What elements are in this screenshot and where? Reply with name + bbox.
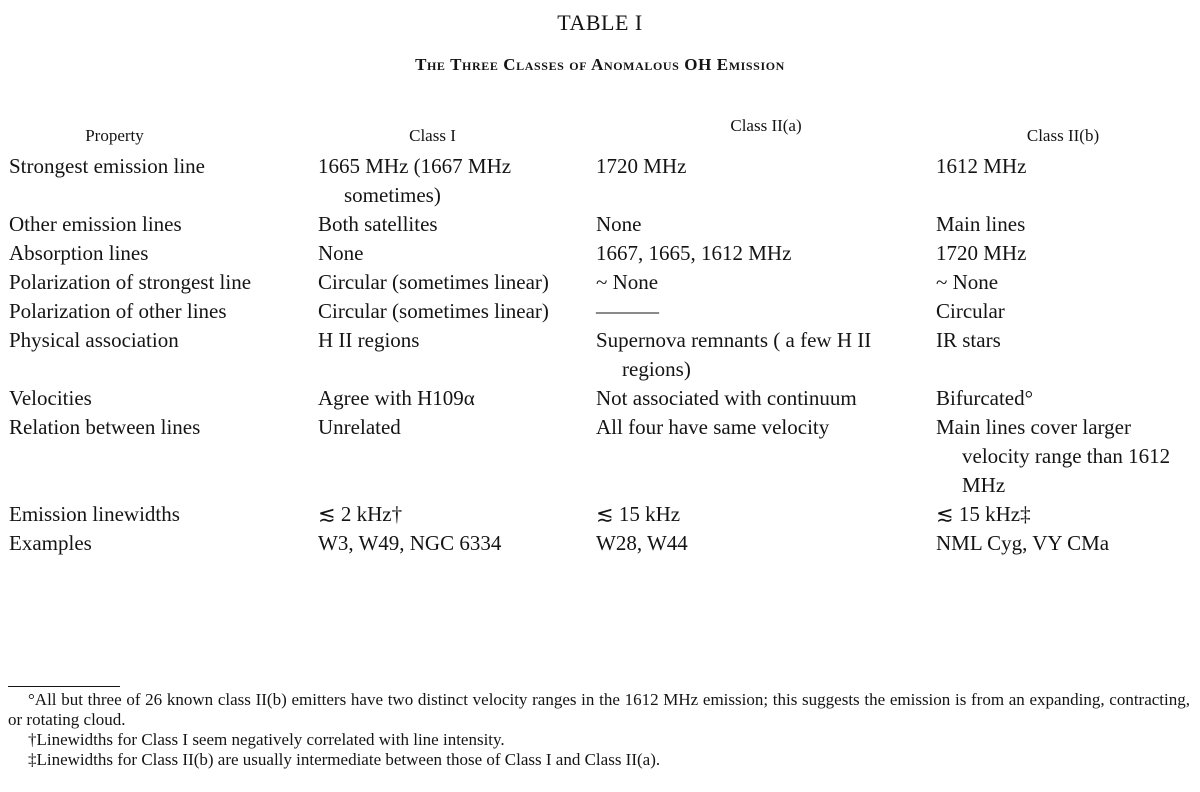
class-iia-cell: W28, W44 <box>596 531 688 555</box>
property-cell: Relation between lines <box>9 415 201 439</box>
class-iia-cell: All four have same velocity <box>596 415 830 439</box>
property-cell: Polarization of other lines <box>9 299 227 323</box>
class-iib-cell: Main lines cover larger velocity range than 1612 MHz <box>936 415 1171 497</box>
class-i-cell: W3, W49, NGC 6334 <box>318 531 502 555</box>
table-header-row <box>0 114 1200 152</box>
class-iib-cell: Bifurcated° <box>936 386 1034 410</box>
property-cell: Strongest emission line <box>9 154 205 178</box>
class-i-cell: Unrelated <box>318 415 401 439</box>
table-row <box>0 384 1200 413</box>
footnote-class-iib-linewidths: ‡Linewidths for Class II(b) are usually intermediate between those of Class I and Class II(a). <box>28 750 661 769</box>
class-i-cell: H II regions <box>318 328 420 352</box>
table-row <box>0 239 1200 268</box>
property-cell: Other emission lines <box>9 212 182 236</box>
footnote-class-i-linewidths: †Linewidths for Class I seem negatively correlated with line intensity. <box>28 730 505 749</box>
class-iib-cell: Circular <box>936 299 1005 323</box>
property-cell: Physical association <box>9 328 179 352</box>
class-iia-cell: None <box>596 212 642 236</box>
table-row <box>0 210 1200 239</box>
class-iia-cell: Not associated with continuum <box>596 386 857 410</box>
column-header-class-iia: Class II(a) <box>730 116 802 135</box>
class-iia-cell: ≲ 15 kHz <box>596 502 681 526</box>
class-i-cell: None <box>318 241 364 265</box>
footnote-bifurcated: °All but three of 26 known class II(b) emitters have two distinct velocity ranges in the 1612 MHz emission; this suggests the emission is from an expanding, contracting, or rotating cloud. <box>8 690 1190 729</box>
column-header-class-i: Class I <box>409 126 456 145</box>
table-row <box>0 500 1200 529</box>
class-i-cell: Agree with H109α <box>318 386 475 410</box>
class-iia-cell: Supernova remnants ( a few H II regions) <box>596 328 872 381</box>
table-row <box>0 326 1200 384</box>
property-cell: Examples <box>9 531 92 555</box>
table-row <box>0 152 1200 210</box>
table-title: TABLE I <box>557 10 643 35</box>
oh-emission-table <box>0 114 1200 558</box>
table-row <box>0 268 1200 297</box>
class-iib-cell: NML Cyg, VY CMa <box>936 531 1110 555</box>
class-i-cell: ≲ 2 kHz† <box>318 502 403 526</box>
footnote-divider <box>8 686 120 687</box>
property-cell: Emission linewidths <box>9 502 180 526</box>
table-row <box>0 413 1200 500</box>
class-iib-cell: Main lines <box>936 212 1026 236</box>
class-iia-cell: ——— <box>596 299 659 323</box>
class-iib-cell: 1612 MHz <box>936 154 1027 178</box>
class-i-cell: Circular (sometimes linear) <box>318 270 549 294</box>
property-cell: Polarization of strongest line <box>9 270 252 294</box>
class-iib-cell: ~ None <box>936 270 999 294</box>
column-header-property: Property <box>85 126 144 145</box>
table-row <box>0 529 1200 558</box>
table-row <box>0 297 1200 326</box>
property-cell: Absorption lines <box>9 241 149 265</box>
class-i-cell: 1665 MHz (1667 MHz sometimes) <box>318 154 512 207</box>
class-iib-cell: ≲ 15 kHz‡ <box>936 502 1031 526</box>
class-iib-cell: 1720 MHz <box>936 241 1027 265</box>
class-iia-cell: ~ None <box>596 270 659 294</box>
class-i-cell: Circular (sometimes linear) <box>318 299 549 323</box>
column-header-class-iib: Class II(b) <box>1026 126 1100 145</box>
class-iia-cell: 1720 MHz <box>596 154 687 178</box>
table-caption: The Three Classes of Anomalous OH Emission <box>415 55 785 74</box>
property-cell: Velocities <box>9 386 92 410</box>
footnotes <box>8 690 1190 770</box>
class-iia-cell: 1667, 1665, 1612 MHz <box>596 241 792 265</box>
class-i-cell: Both satellites <box>318 212 438 236</box>
class-iib-cell: IR stars <box>936 328 1001 352</box>
